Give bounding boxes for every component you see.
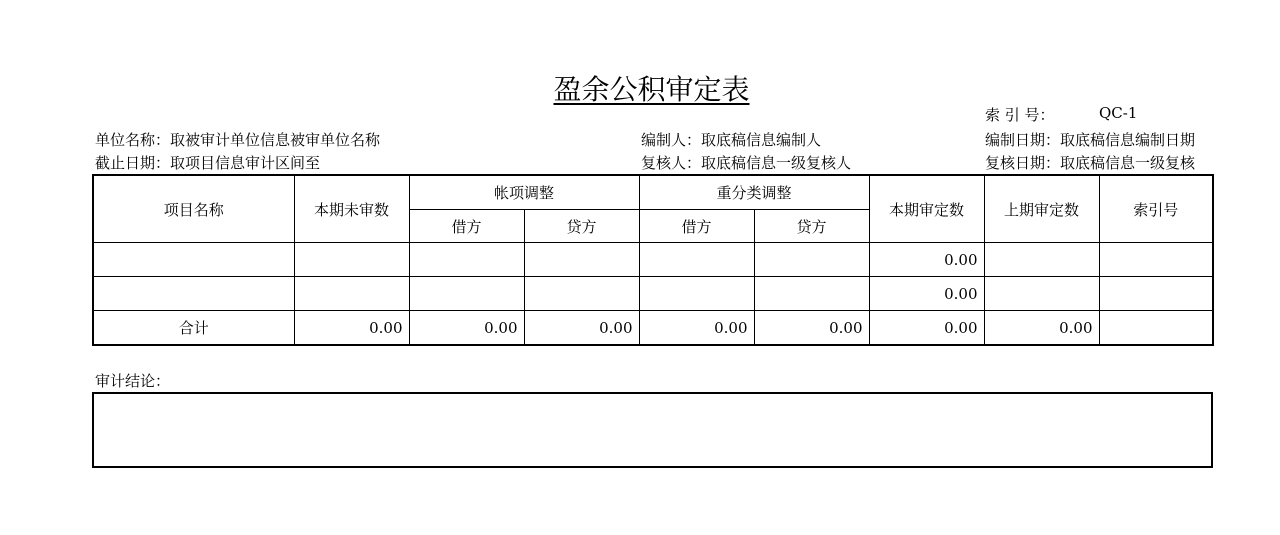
prepared-date: 编制日期：取底稿信息编制日期 (985, 131, 1196, 149)
cell-item[interactable] (93, 243, 294, 277)
total-index (1099, 311, 1213, 346)
reviewer: 复核人：取底稿信息一级复核人 (641, 154, 852, 172)
header-item-name: 项目名称 (93, 175, 294, 243)
total-row (93, 311, 1213, 346)
total-unaudited: 0.00 (294, 311, 409, 346)
header-audited-prior: 上期审定数 (984, 175, 1099, 243)
header-audited-current: 本期审定数 (869, 175, 984, 243)
header-account-adjust: 帐项调整 (409, 175, 639, 210)
total-adjust-debit: 0.00 (409, 311, 524, 346)
total-reclass-credit: 0.00 (754, 311, 869, 346)
index-value: QC-1 (1099, 104, 1138, 122)
audit-table (92, 174, 1214, 346)
header-reclass-credit: 贷方 (754, 210, 869, 243)
cell-adjust-credit[interactable] (524, 277, 639, 311)
cell-audited-prior[interactable] (984, 277, 1099, 311)
header-adjust-credit: 贷方 (524, 210, 639, 243)
table-row (93, 243, 1213, 277)
cell-adjust-debit[interactable] (409, 277, 524, 311)
cell-audited-current[interactable]: 0.00 (869, 243, 984, 277)
cell-reclass-debit[interactable] (639, 277, 754, 311)
header-adjust-debit: 借方 (409, 210, 524, 243)
conclusion-box[interactable] (92, 392, 1213, 468)
cell-audited-current[interactable]: 0.00 (869, 277, 984, 311)
total-reclass-debit: 0.00 (639, 311, 754, 346)
total-audited-prior: 0.00 (984, 311, 1099, 346)
cutoff-date: 截止日期：取项目信息审计区间至 (95, 154, 321, 172)
conclusion-label: 审计结论： (95, 372, 171, 390)
cell-adjust-credit[interactable] (524, 243, 639, 277)
index-label: 索 引 号： (985, 106, 1055, 124)
total-label: 合计 (93, 311, 294, 346)
table-row (93, 277, 1213, 311)
cell-audited-prior[interactable] (984, 243, 1099, 277)
cell-index[interactable] (1099, 243, 1213, 277)
cell-adjust-debit[interactable] (409, 243, 524, 277)
header-reclass-debit: 借方 (639, 210, 754, 243)
page-title: 盈余公积审定表 (553, 73, 750, 106)
cell-index[interactable] (1099, 277, 1213, 311)
review-date: 复核日期：取底稿信息一级复核 (985, 154, 1196, 172)
total-adjust-credit: 0.00 (524, 311, 639, 346)
cell-unaudited[interactable] (294, 277, 409, 311)
unit-name: 单位名称：取被审计单位信息被审单位名称 (95, 131, 381, 149)
cell-unaudited[interactable] (294, 243, 409, 277)
cell-reclass-credit[interactable] (754, 243, 869, 277)
cell-item[interactable] (93, 277, 294, 311)
preparer: 编制人：取底稿信息编制人 (641, 131, 822, 149)
header-reclass-adjust: 重分类调整 (639, 175, 869, 210)
cell-reclass-credit[interactable] (754, 277, 869, 311)
header-index-no: 索引号 (1099, 175, 1213, 243)
header-unaudited: 本期未审数 (294, 175, 409, 243)
total-audited-current: 0.00 (869, 311, 984, 346)
cell-reclass-debit[interactable] (639, 243, 754, 277)
